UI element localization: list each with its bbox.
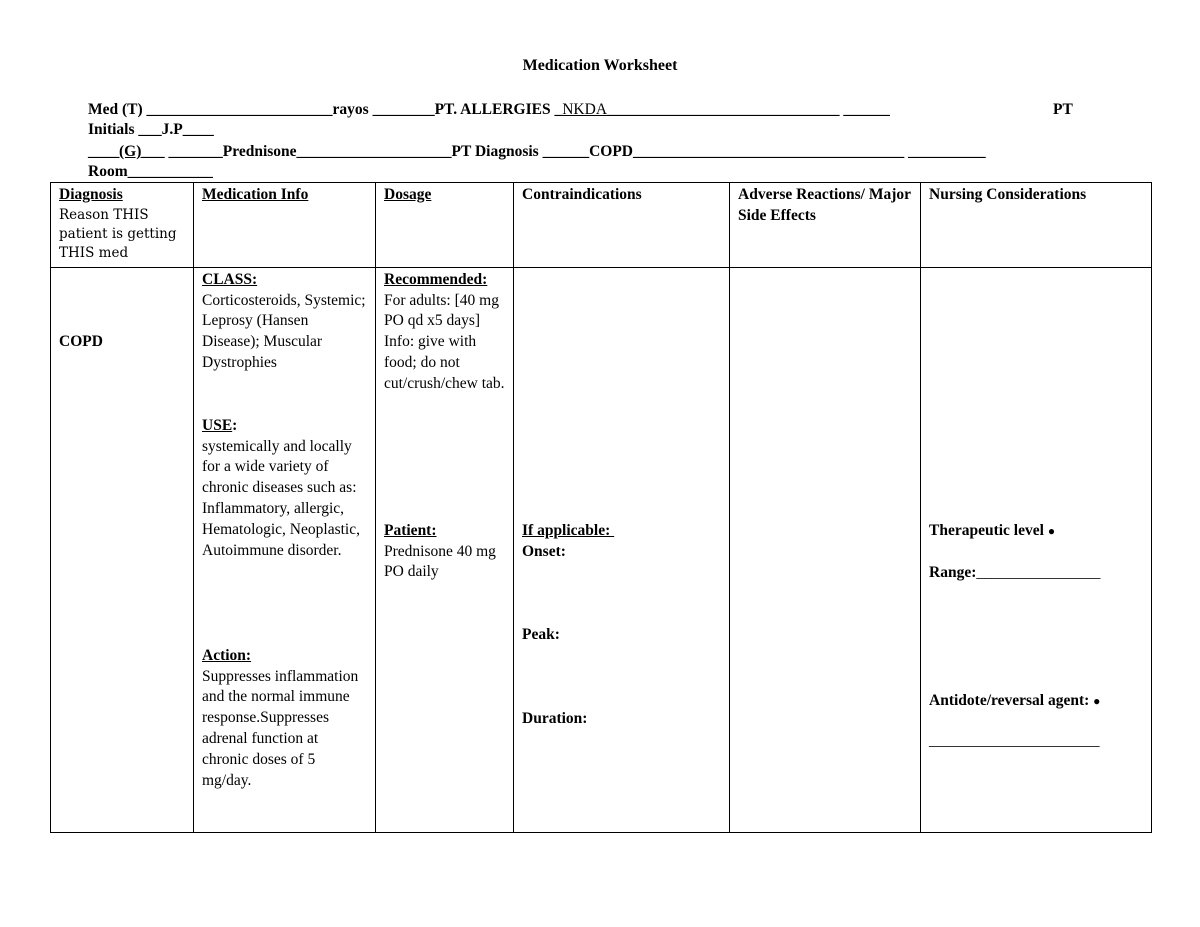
col-diagnosis-label: Diagnosis [59,186,123,203]
recommended-label: Recommended: [384,270,488,288]
cell-adverse-reactions [730,267,921,832]
bullet-icon: ● [1093,693,1101,708]
use-colon: : [232,416,238,434]
therapeutic-level-label: Therapeutic level [929,521,1044,539]
allergies-value: NKDA [562,101,608,118]
col-nursing-label: Nursing Considerations [929,186,1087,203]
generic-label: (G) [119,143,142,160]
diagnosis-value: COPD [589,143,633,160]
col-medication-info-label: Medication Info [202,186,309,203]
generic-blank-post: ___ _______ [141,143,223,160]
use-section [202,416,368,562]
col-dosage-label: Dosage [384,186,432,203]
duration-label: Duration: [522,709,588,727]
col-diagnosis [51,183,194,268]
allergies-label: PT. ALLERGIES _ [434,101,563,118]
col-adverse-reactions [730,183,921,268]
col-adverse-label: Adverse Reactions/ Major Side Effects [738,186,911,224]
cell-medication-info [194,267,376,832]
antidote-label: Antidote/reversal agent: [929,691,1090,709]
range-line [929,563,1100,584]
col-contraindications-label: Contraindications [522,186,642,203]
generic-value: Prednisone [222,143,297,160]
class-label: CLASS: [202,270,258,288]
patient-label: Patient: [384,521,437,539]
pt-label: PT [1053,101,1073,118]
action-section [202,646,368,792]
use-text: systemically and locally for a wide variety of chronic diseases such as: Inflammatory, allergic, Hematologic, Neoplastic, Autoimmune disorder. [202,437,360,559]
initials-blank: ____ [182,121,214,138]
recommended-text: For adults: [40 mg PO qd x5 days] Info: give with food; do not cut/crush/chew tab. [384,291,505,392]
table-row [51,267,1152,832]
col-nursing [921,183,1152,268]
col-contraindications [514,183,730,268]
range-label: Range: [929,563,977,581]
diagnosis-label: PT Diagnosis ______ [451,143,590,160]
onset-label: Onset: [522,542,566,560]
patient-section [384,521,504,583]
bullet-icon: ● [1047,523,1056,538]
header-line-1 [88,100,1088,120]
cell-contraindications [514,267,730,832]
medication-table [50,182,1152,833]
cell-nursing [921,267,1152,832]
class-text: Corticosteroids, Systemic; Leprosy (Hansen Disease); Muscular Dystrophies [202,291,366,371]
med-t-label: Med (T) [88,101,143,118]
page-title: Medication Worksheet [522,57,678,74]
room-label: Room [88,163,128,180]
med-t-blank: ________________________ [146,101,333,118]
header-line-3 [88,142,986,162]
header-line-4 [88,162,213,182]
col-medication-info [194,183,376,268]
therapeutic-level [929,521,1055,542]
antidote-blank: ______________________ [929,731,1100,749]
cell-diagnosis [51,267,194,832]
initials-label: Initials ___ [88,121,162,138]
col-dosage [376,183,514,268]
patient-text: Prednisone 40 mg PO daily [384,542,496,581]
action-label: Action: [202,646,252,664]
generic-blank-pre: ____ [88,143,119,160]
brand-blank: ________ [368,101,435,118]
brand-name-value: rayos [332,101,369,118]
allergies-blank: ______________________________ ______ [607,101,890,118]
peak-label: Peak: [522,625,560,643]
cell-dosage [376,267,514,832]
diagnosis-value-cell: COPD [59,332,103,350]
col-diagnosis-note: Reason THIS patient is getting THIS med [59,206,177,261]
range-blank: ________________ [976,563,1101,581]
header-line-2 [88,120,214,140]
table-header-row [51,183,1152,268]
generic-blank: ____________________ [296,143,452,160]
action-text: Suppresses inflammation and the normal immune response.Suppresses adrenal function at chronic doses of 5 mg/day. [202,667,359,789]
antidote-line [929,691,1100,712]
initials-value: J.P [161,121,183,138]
if-applicable-label: If applicable: [522,521,615,539]
diagnosis-blank: ___________________________________ __________ [633,143,986,160]
room-blank: ___________ [127,163,213,180]
use-label: USE [202,416,233,434]
